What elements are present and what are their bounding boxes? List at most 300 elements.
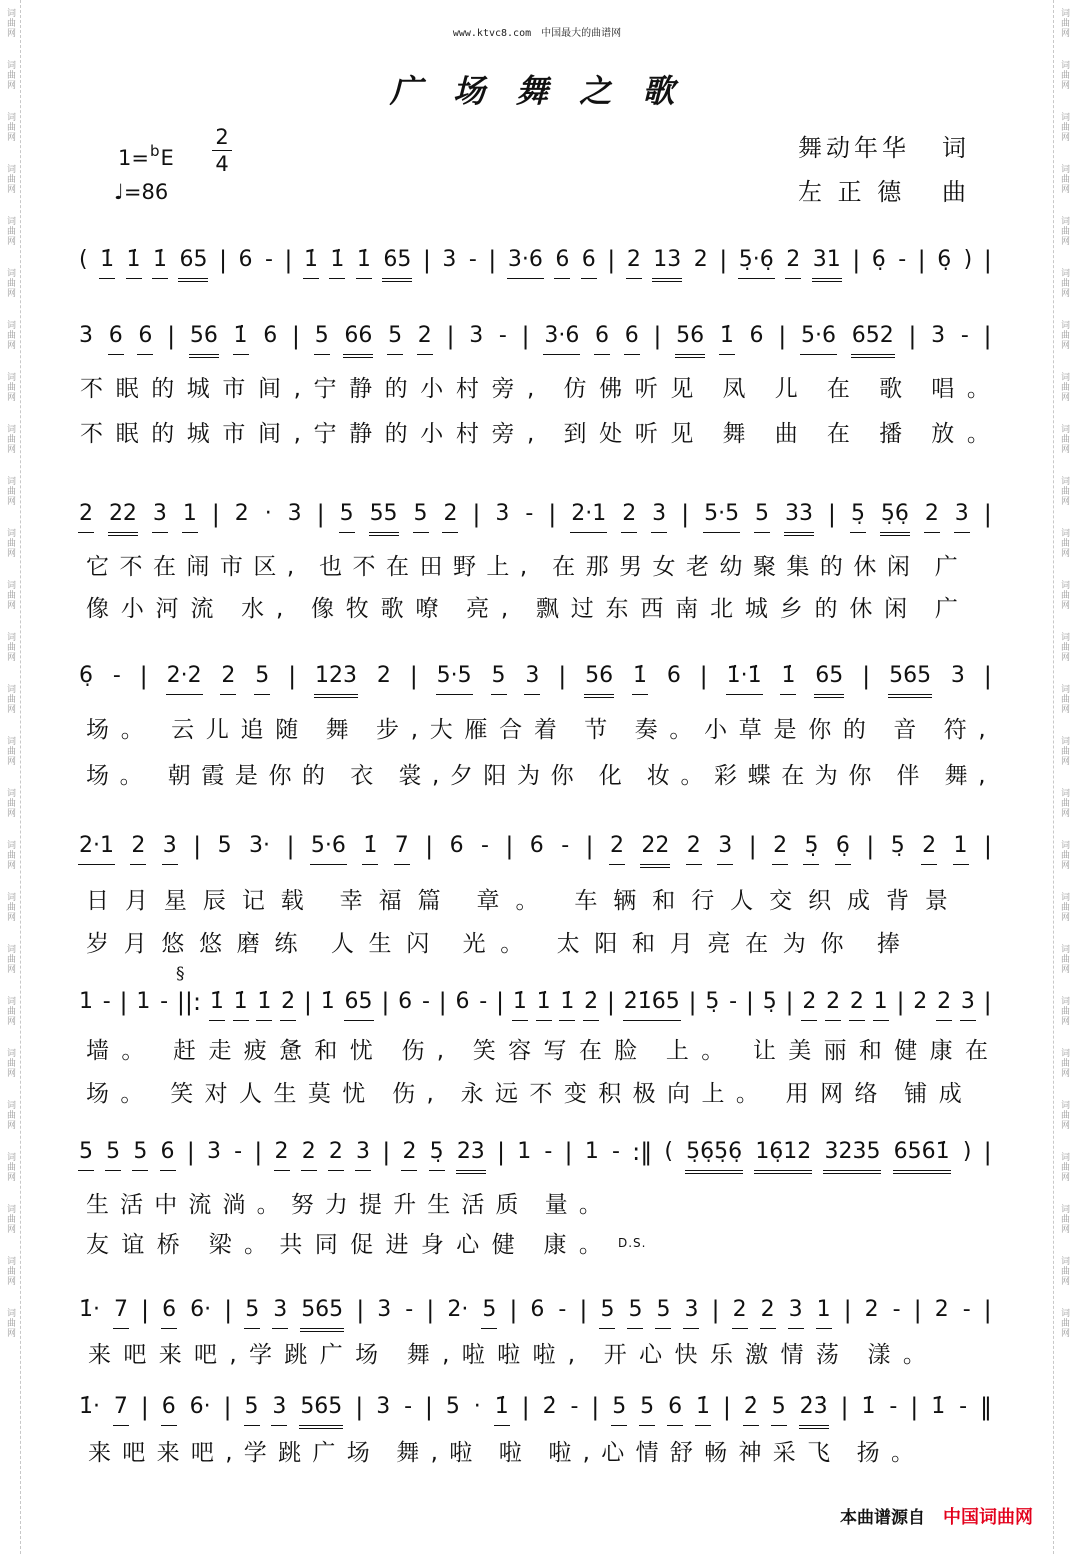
lyric-char: 奏 xyxy=(634,717,658,743)
note-group: 5·5 xyxy=(703,500,740,533)
lyric-char: 旁 xyxy=(491,376,515,402)
lyric-char: 幸 xyxy=(339,888,363,914)
lyric-char: 你 xyxy=(848,763,872,789)
site-tagline: 中国最大的曲谱网 xyxy=(541,28,622,39)
note-group: 5̣ xyxy=(429,1138,445,1171)
note-group: - xyxy=(959,1394,968,1419)
lyric-char: 来 xyxy=(88,1440,111,1466)
note-group: - xyxy=(404,1394,413,1419)
note-group: - xyxy=(498,323,507,348)
note-group: 2 xyxy=(924,500,940,533)
lyric-char: 歌 xyxy=(879,376,903,402)
barline: | xyxy=(223,1393,232,1421)
key-note: E xyxy=(160,146,174,170)
note-group: 1̇· xyxy=(79,1394,100,1419)
source-name: 中国词曲网 xyxy=(943,1507,1033,1528)
note-group: 6 xyxy=(161,1393,177,1426)
lyric-char: 的 xyxy=(151,376,175,402)
lyric-char: 休 xyxy=(849,596,873,622)
note-group: 2· xyxy=(447,1297,469,1322)
barline: | xyxy=(983,662,992,690)
note-group: 5 xyxy=(771,1393,787,1426)
lyric-char: 心 xyxy=(601,1440,625,1466)
note-group: 6 xyxy=(263,323,278,348)
lyric-char: 。 xyxy=(902,1342,926,1368)
note-group: 3 xyxy=(271,1393,287,1426)
lyric-char: 太 xyxy=(556,931,580,957)
barline: | xyxy=(852,246,861,274)
lyric-char: 提 xyxy=(359,1192,382,1218)
note-group: 3 xyxy=(206,1139,221,1164)
note-group: 2 xyxy=(825,988,841,1021)
lyric-char: 儿 xyxy=(774,376,798,402)
note-group: 2 xyxy=(913,989,928,1014)
lyric-char: 到 xyxy=(563,421,587,447)
lyric-char: 远 xyxy=(495,1081,518,1107)
note-group: 5 xyxy=(387,322,403,355)
watermark-text: 词曲网 xyxy=(5,944,15,974)
lyric-char: 丽 xyxy=(823,1038,847,1064)
lyric-char: 生 xyxy=(86,1192,109,1218)
lyric-char: 间 xyxy=(257,421,281,447)
note-group: 1̇·1̇ xyxy=(726,662,763,695)
lyric-char: 啦 xyxy=(497,1342,521,1368)
watermark-text: 词曲网 xyxy=(1059,944,1069,974)
lyric-char: 妆 xyxy=(646,763,670,789)
note-group: 6561̇ xyxy=(893,1138,951,1174)
lyric-char: , xyxy=(430,1440,438,1466)
note-group: 13 xyxy=(652,246,682,282)
watermark-text: 词曲网 xyxy=(1059,476,1069,506)
watermark-text: 词曲网 xyxy=(5,1308,15,1338)
lyric-char: 彩 xyxy=(714,763,738,789)
lyric-char: 神 xyxy=(738,1440,762,1466)
composer-credit xyxy=(798,172,970,207)
note-group: 1̇ xyxy=(559,988,575,1021)
source-label: 本曲谱源自 xyxy=(840,1508,925,1528)
lyric-char: 唱 xyxy=(931,376,955,402)
lyric-char: 嘹 xyxy=(415,596,439,622)
lyric-char: 的 xyxy=(384,376,408,402)
lyric-char: 和 xyxy=(652,888,676,914)
note-group: 2 xyxy=(801,988,817,1021)
lyric-char: 。 xyxy=(680,763,704,789)
notation-line xyxy=(78,988,992,1021)
lyric-char: 悠 xyxy=(199,931,223,957)
note-group: 5 xyxy=(105,1138,121,1171)
lyric-char: 舞 xyxy=(722,421,746,447)
note-group: 5̣ xyxy=(705,989,720,1014)
note-group: 2 xyxy=(130,832,146,865)
lyric-char: 成 xyxy=(847,888,871,914)
note-group: 3 xyxy=(524,662,540,695)
lyric-char: 量 xyxy=(544,1192,568,1218)
barline: | xyxy=(585,832,594,860)
note-group: 2 xyxy=(376,663,391,688)
note-group: 5̣ xyxy=(850,500,866,533)
lyric-char: 车 xyxy=(574,888,598,914)
lyric-char: 随 xyxy=(275,717,299,743)
lyric-char: 眠 xyxy=(115,421,139,447)
notation-line xyxy=(78,1138,992,1174)
lyric-char: 篇 xyxy=(417,888,441,914)
note-group: 33 xyxy=(784,500,814,536)
lyric-char: 健 xyxy=(894,1038,918,1064)
lyric-char: 吧 xyxy=(194,1342,218,1368)
lyric-char: 听 xyxy=(634,376,658,402)
barline: | xyxy=(983,988,992,1016)
lyric-char: 在 xyxy=(781,763,805,789)
lyric-char: 向 xyxy=(667,1081,691,1107)
watermark-text: 词曲网 xyxy=(1059,268,1069,298)
lyric-char: 见 xyxy=(670,421,694,447)
lyric-char: 雁 xyxy=(464,717,488,743)
watermark-text: 词曲网 xyxy=(5,1204,15,1234)
note-group: - xyxy=(611,1139,620,1164)
lyric-char: 是 xyxy=(234,763,258,789)
watermark-text: 词曲网 xyxy=(5,840,15,870)
lyric-char: 上 xyxy=(701,1081,725,1107)
note-group: 1̇ xyxy=(233,322,249,355)
lyric-char: , xyxy=(519,554,528,580)
watermark-text: 词曲网 xyxy=(5,1256,15,1286)
lyric-char: 啦 xyxy=(532,1342,556,1368)
barline: | xyxy=(303,988,313,1016)
barline: | xyxy=(193,832,202,860)
lyric-line xyxy=(86,1036,988,1066)
lyric-line xyxy=(86,886,948,916)
lyric-char: 像 xyxy=(310,596,334,622)
lyric-char: 赶 xyxy=(173,1038,197,1064)
lyric-char: 凤 xyxy=(722,376,746,402)
lyric-char: 城 xyxy=(186,421,210,447)
lyric-char: 步 xyxy=(376,717,400,743)
barline: | xyxy=(316,500,325,528)
note-group: 2̇3̇ xyxy=(799,1393,829,1429)
note-group: 1̇ xyxy=(695,1393,711,1426)
lyric-char: 永 xyxy=(460,1081,484,1107)
watermark-text: 词曲网 xyxy=(1059,1100,1069,1130)
lyric-char: 场 xyxy=(346,1440,370,1466)
note-group: 5̣ xyxy=(890,833,905,858)
barline: | xyxy=(286,832,295,860)
lyric-char: 月 xyxy=(124,888,148,914)
barline: | xyxy=(409,662,418,690)
watermark-text: 词曲网 xyxy=(1059,736,1069,766)
note-group: 2̇ xyxy=(280,988,296,1021)
barline: | xyxy=(785,988,794,1016)
barline: | xyxy=(983,322,992,350)
lyric-char: 快 xyxy=(674,1342,698,1368)
notation-line xyxy=(78,1393,992,1429)
watermark-text: 词曲网 xyxy=(1059,1308,1069,1338)
lyric-char: 仿 xyxy=(563,376,587,402)
lyric-char: 不 xyxy=(80,376,103,402)
lyric-char: 区 xyxy=(253,554,277,580)
lyric-char: 辰 xyxy=(202,888,226,914)
watermark-text: 词曲网 xyxy=(1059,1048,1069,1078)
watermark-text: 词曲网 xyxy=(1059,528,1069,558)
lyric-char: 市 xyxy=(222,421,246,447)
note-group: 6 xyxy=(398,989,413,1014)
note-group: 2 xyxy=(936,988,952,1021)
lyric-char: 在 xyxy=(552,554,576,580)
lyric-char: 生 xyxy=(273,1081,297,1107)
lyric-char: 和 xyxy=(858,1038,882,1064)
lyric-char: 。 xyxy=(120,717,144,743)
barline: | xyxy=(745,988,754,1016)
lyric-char: 闹 xyxy=(186,554,210,580)
barline: | xyxy=(224,1296,233,1324)
note-group: 6· xyxy=(190,1297,212,1322)
note-group: 5 xyxy=(254,662,270,695)
watermark-text: 词曲网 xyxy=(1059,112,1069,142)
barline: | xyxy=(862,662,871,690)
watermark-text: 词曲网 xyxy=(1059,632,1069,662)
lyric-char: 在 xyxy=(578,1038,602,1064)
lyric-char: 音 xyxy=(893,717,917,743)
lyric-char: 你 xyxy=(820,931,844,957)
note-group: 2 xyxy=(686,832,702,865)
lyric-char: 水 xyxy=(241,596,265,622)
note-group: - xyxy=(468,247,477,272)
lyric-char: 啦 xyxy=(498,1440,522,1466)
barline: | xyxy=(254,1138,263,1166)
lyric-char: 织 xyxy=(808,888,832,914)
lyric-line xyxy=(86,594,958,624)
notation-line xyxy=(78,832,992,868)
note-group: ) xyxy=(963,247,973,272)
lyric-char: 练 xyxy=(274,931,298,957)
site-url: www.ktvc8.com xyxy=(452,28,532,39)
watermark-text: 词曲网 xyxy=(5,268,15,298)
lyric-char: 舞 xyxy=(406,1342,430,1368)
note-group: 1̇ xyxy=(719,322,735,355)
note-group: 1̇ xyxy=(209,988,225,1021)
note-group: 5 xyxy=(244,1393,260,1426)
lyric-char: 阳 xyxy=(594,931,618,957)
lyric-char: 佛 xyxy=(599,376,623,402)
lyric-line xyxy=(86,715,986,745)
lyric-char: , xyxy=(410,717,419,743)
lyric-char: 走 xyxy=(208,1038,232,1064)
lyric-char: 在 xyxy=(826,421,850,447)
lyric-char: 为 xyxy=(782,931,806,957)
lyric-char: 。 xyxy=(890,1440,914,1466)
lyric-char: 景 xyxy=(924,888,948,914)
note-group: 3 xyxy=(152,500,168,533)
note-group: 5 xyxy=(481,1296,497,1329)
lyric-char: 符 xyxy=(943,717,967,743)
lyric-char: 城 xyxy=(744,596,768,622)
note-group: - xyxy=(960,323,969,348)
note-group: 6 xyxy=(666,663,681,688)
barline: | xyxy=(607,246,616,274)
lyric-char: , xyxy=(436,1038,445,1064)
lyric-line xyxy=(86,761,986,791)
note-group: 6̣ xyxy=(937,247,952,272)
note-group: 1̇ xyxy=(861,1394,876,1419)
barline: | xyxy=(983,246,992,274)
lyric-char: 在 xyxy=(964,1038,988,1064)
barline: | xyxy=(356,1296,365,1324)
lyric-char: 中 xyxy=(154,1192,178,1218)
note-group: 6 xyxy=(238,247,253,272)
lyric-char: 夕 xyxy=(449,763,473,789)
lyric-char: 在 xyxy=(826,376,850,402)
watermark-text: 词曲网 xyxy=(5,632,15,662)
note-group: 5 xyxy=(627,1296,643,1329)
lyric-char: 脸 xyxy=(614,1038,638,1064)
note-group: 7 xyxy=(113,1393,129,1426)
lyric-char: 桥 xyxy=(156,1232,180,1258)
lyric-char: 见 xyxy=(670,376,694,402)
note-group: 2 xyxy=(693,247,708,272)
lyric-char: 广 xyxy=(934,554,958,580)
note-group: 5 xyxy=(491,662,507,695)
lyric-char: 小 xyxy=(704,717,728,743)
lyric-char: 像 xyxy=(86,596,109,622)
barline: | xyxy=(866,832,875,860)
barline: | xyxy=(983,1296,992,1324)
note-group: 5·6 xyxy=(800,322,837,355)
note-group: 1̇ xyxy=(931,1394,946,1419)
dal-segno-mark: D.S. xyxy=(618,1236,647,1250)
note-group: 6 xyxy=(530,1297,545,1322)
tempo-marking: ♩=86 xyxy=(114,180,169,204)
lyric-char: 市 xyxy=(222,376,246,402)
barline: | xyxy=(509,1296,518,1324)
watermark-text: 词曲网 xyxy=(5,580,15,610)
note-group: 65 xyxy=(382,246,412,282)
lyric-char: 是 xyxy=(773,717,797,743)
note-group: 565 xyxy=(299,1393,343,1429)
lyric-line xyxy=(80,374,990,404)
lyric-char: 对 xyxy=(204,1081,228,1107)
lyric-char: 闪 xyxy=(406,931,430,957)
barline: | xyxy=(382,1138,391,1166)
note-group: 6 xyxy=(667,1393,683,1426)
note-group: - xyxy=(962,1297,971,1322)
note-group: 6 xyxy=(594,322,610,355)
note-group: - xyxy=(405,1297,414,1322)
lyric-char: 乡 xyxy=(779,596,803,622)
lyric-char: 河 xyxy=(155,596,179,622)
note-group: 2 xyxy=(220,662,236,695)
lyric-char: 跳 xyxy=(284,1342,308,1368)
lyric-char: 小 xyxy=(420,376,444,402)
note-group: - xyxy=(112,663,121,688)
barline: | xyxy=(983,832,992,860)
time-signature xyxy=(212,126,232,175)
lyric-char: 和 xyxy=(632,931,655,957)
note-group: 55 xyxy=(369,500,399,536)
lyric-char: , xyxy=(426,1081,434,1107)
lyric-char: 写 xyxy=(543,1038,567,1064)
lyric-char: 亮 xyxy=(707,931,731,957)
note-group: 6̣ xyxy=(835,832,851,865)
lyric-char: 跳 xyxy=(278,1440,302,1466)
lyric-char: 。 xyxy=(120,1081,144,1107)
lyric-char: 听 xyxy=(634,421,658,447)
note-group: 1̇ xyxy=(233,988,249,1021)
barline: | xyxy=(141,1296,150,1324)
lyric-char: 活 xyxy=(461,1192,485,1218)
lyric-char: 章 xyxy=(476,888,500,914)
note-group: 6 xyxy=(108,322,124,355)
lyric-char: 休 xyxy=(853,554,877,580)
lyric-char: 身 xyxy=(420,1232,444,1258)
note-group: 2 xyxy=(626,246,642,279)
note-group: 2 xyxy=(760,1296,776,1329)
note-group: 1̇· xyxy=(79,1297,100,1322)
note-group: 6· xyxy=(189,1394,211,1419)
note-group: 5̣·6̣ xyxy=(738,246,775,279)
lyric-char: , xyxy=(225,1440,233,1466)
lyric-char: 人 xyxy=(330,931,354,957)
lyric-char: 村 xyxy=(455,376,479,402)
barline: | xyxy=(778,322,787,350)
note-group: 6 xyxy=(624,322,640,355)
note-group: 5 xyxy=(244,1296,260,1329)
lyric-char: 络 xyxy=(854,1081,878,1107)
lyric-char: 扬 xyxy=(856,1440,880,1466)
lyric-char: 小 xyxy=(120,596,144,622)
lyric-char: , xyxy=(500,596,509,622)
lyric-char: 网 xyxy=(820,1081,844,1107)
lyric-char: 女 xyxy=(652,554,676,580)
lyric-char: 南 xyxy=(675,596,699,622)
watermark-text: 词曲网 xyxy=(5,476,15,506)
barline: | xyxy=(211,500,220,528)
lyric-char: 月 xyxy=(669,931,693,957)
lyric-char: 人 xyxy=(239,1081,263,1107)
note-group: 2 xyxy=(864,1297,879,1322)
note-group: 5 xyxy=(339,500,355,533)
barline: | xyxy=(653,322,662,350)
lyric-char: 捧 xyxy=(876,931,900,957)
lyric-char: 谊 xyxy=(121,1232,145,1258)
lyric-char: 乐 xyxy=(709,1342,733,1368)
lyric-char: 心 xyxy=(456,1232,480,1258)
note-group: - xyxy=(898,247,907,272)
barline: | xyxy=(426,1296,435,1324)
lyric-char: 也 xyxy=(319,554,343,580)
lyric-char: 节 xyxy=(584,717,608,743)
lyric-char: 幼 xyxy=(719,554,743,580)
lyric-char: 为 xyxy=(516,763,540,789)
lyric-char: 衣 xyxy=(350,763,374,789)
lyric-char: 康 xyxy=(929,1038,953,1064)
note-group: 2·1 xyxy=(78,832,115,865)
note-group: - xyxy=(421,989,430,1014)
note-group: 6 xyxy=(554,246,570,279)
lyric-char: 。 xyxy=(966,376,990,402)
note-group: 5·5 xyxy=(436,662,473,695)
lyric-char: 静 xyxy=(349,421,373,447)
note-group: 1̇ xyxy=(494,1393,510,1426)
lyric-char: 星 xyxy=(163,888,187,914)
barline: | xyxy=(606,988,616,1016)
barline: | xyxy=(699,662,708,690)
note-group: 6 xyxy=(449,833,464,858)
lyric-char: 荡 xyxy=(815,1342,839,1368)
watermark-text: 词曲网 xyxy=(5,736,15,766)
lyric-char: 大 xyxy=(429,717,453,743)
note-group: ( xyxy=(664,1139,673,1164)
right-watermark-strip xyxy=(1053,0,1074,1554)
lyric-char: 来 xyxy=(158,1342,182,1368)
